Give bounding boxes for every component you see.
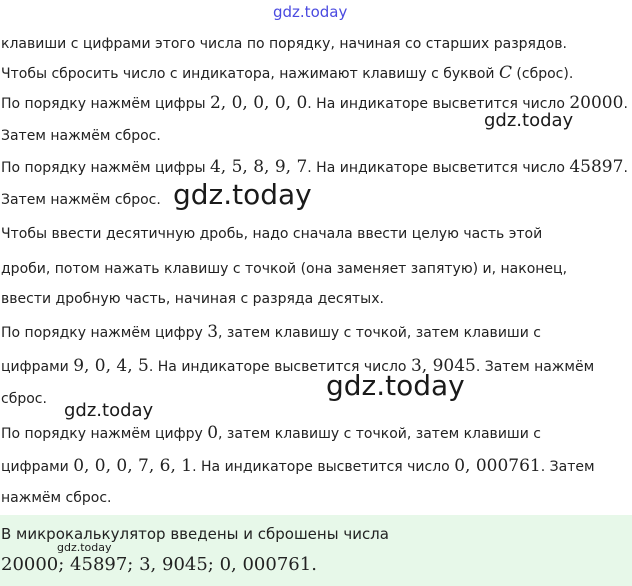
text-line: Чтобы сбросить число с индикатора, нажимают клавишу с буквой C (сброс). bbox=[1, 63, 574, 83]
text-line: нажмём сброс. bbox=[1, 490, 112, 506]
answer-label: В микрокалькулятор введены и сброшены числа bbox=[1, 525, 389, 543]
text-line: цифрами 9, 0, 4, 5. На индикаторе высветится число 3, 9045. Затем нажмём bbox=[1, 356, 595, 376]
text-line: По порядку нажмём цифры 2, 0, 0, 0, 0. На индикаторе высветится число 20000. bbox=[1, 93, 628, 113]
text-line: Затем нажмём сброс. bbox=[1, 192, 161, 208]
watermark: gdz.today bbox=[326, 369, 465, 402]
answer-values: 20000; 45897; 3, 9045; 0, 000761. bbox=[1, 554, 317, 575]
text-line: сброс. bbox=[1, 391, 47, 407]
text-line: По порядку нажмём цифры 4, 5, 8, 9, 7. На индикаторе высветится число 45897. bbox=[1, 157, 628, 177]
watermark: gdz.today bbox=[173, 178, 312, 211]
watermark-top: gdz.today bbox=[273, 3, 348, 21]
text-line: Затем нажмём сброс. bbox=[1, 128, 161, 144]
text-line: дроби, потом нажать клавишу с точкой (она заменяет запятую) и, наконец, bbox=[1, 261, 568, 277]
text-line: ввести дробную часть, начиная с разряда десятых. bbox=[1, 291, 384, 307]
text-line: Чтобы ввести десятичную дробь, надо сначала ввести целую часть этой bbox=[1, 226, 543, 242]
text-line: По порядку нажмём цифру 0, затем клавишу с точкой, затем клавиши с bbox=[1, 423, 541, 443]
text-line: клавиши с цифрами этого числа по порядку, начиная со старших разрядов. bbox=[1, 36, 567, 52]
watermark: gdz.today bbox=[64, 400, 154, 421]
text-line: цифрами 0, 0, 0, 7, 6, 1. На индикаторе высветится число 0, 000761. Затем bbox=[1, 456, 595, 476]
watermark: gdz.today bbox=[484, 110, 574, 131]
text-line: По порядку нажмём цифру 3, затем клавишу с точкой, затем клавиши с bbox=[1, 322, 541, 342]
watermark: gdz.today bbox=[57, 541, 112, 554]
